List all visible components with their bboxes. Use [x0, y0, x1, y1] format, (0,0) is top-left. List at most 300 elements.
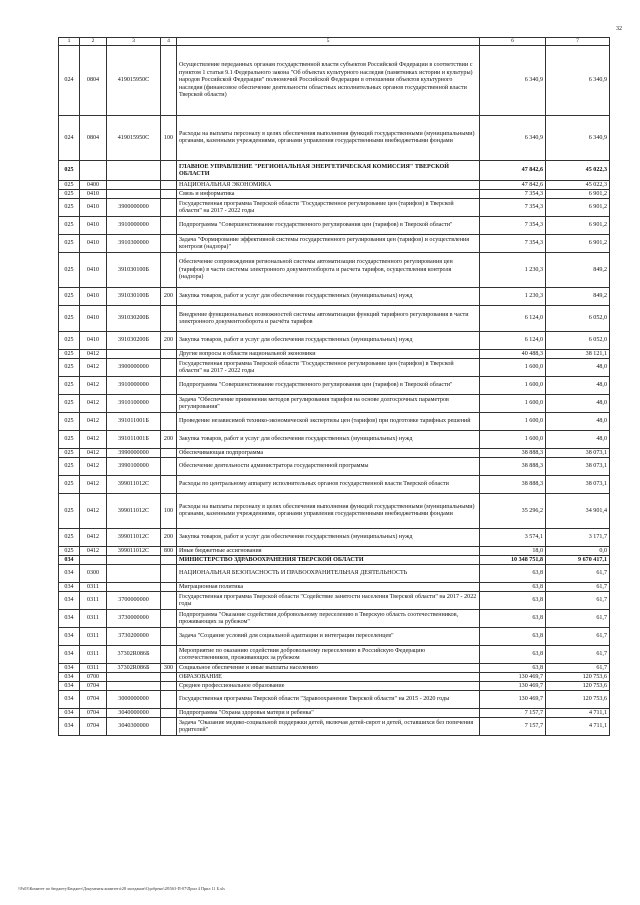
section-code-cell: 0410	[80, 288, 107, 306]
amount-2019-cell: 38 888,3	[480, 458, 546, 476]
gov-code-cell: 034	[59, 682, 80, 691]
table-row	[59, 529, 610, 547]
amount-2020-cell: 48,0	[546, 359, 610, 377]
amount-2020-cell: 61,7	[546, 646, 610, 664]
gov-code-cell: 025	[59, 181, 80, 190]
amount-2020-cell: 38 073,1	[546, 449, 610, 458]
table-row	[59, 610, 610, 628]
description-cell: НАЦИОНАЛЬНАЯ ЭКОНОМИКА	[177, 181, 480, 190]
amount-2020-cell: 6 901,2	[546, 235, 610, 253]
section-code-cell: 0311	[80, 628, 107, 646]
table-row	[59, 583, 610, 592]
amount-2020-cell: 6 052,0	[546, 306, 610, 332]
target-item-code-cell: 37302R086Б	[107, 664, 161, 673]
section-code-cell: 0412	[80, 377, 107, 395]
target-item-code-cell: 3730000000	[107, 610, 161, 628]
gov-code-cell: 025	[59, 377, 80, 395]
description-cell: Расходы по центральному аппарату исполнительных органов государственной власти Тверской области	[177, 476, 480, 494]
expense-type-code-cell	[161, 395, 177, 413]
section-code-cell: 0311	[80, 583, 107, 592]
amount-2020-cell: 48,0	[546, 395, 610, 413]
target-item-code-cell: 37302R086Б	[107, 646, 161, 664]
description-cell: Проведение независимой технико-экономической экспертизы цен (тарифов) при подготовке тарифных решений	[177, 413, 480, 431]
description-cell: Закупка товаров, работ и услуг для обеспечения государственных (муниципальных) нужд	[177, 431, 480, 449]
gov-code-cell: 025	[59, 476, 80, 494]
table-row	[59, 718, 610, 736]
section-code-cell: 0300	[80, 565, 107, 583]
gov-code-cell: 034	[59, 628, 80, 646]
target-item-code-cell: 391030200Б	[107, 306, 161, 332]
amount-2019-cell: 6 124,0	[480, 332, 546, 350]
amount-2019-cell: 1 230,3	[480, 288, 546, 306]
table-row	[59, 116, 610, 161]
amount-2020-cell: 45 022,3	[546, 181, 610, 190]
description-cell: ГЛАВНОЕ УПРАВЛЕНИЕ "РЕГИОНАЛЬНАЯ ЭНЕРГЕТИЧЕСКАЯ КОМИССИЯ" ТВЕРСКОЙ ОБЛАСТИ	[177, 161, 480, 181]
expense-type-code-cell: 800	[161, 547, 177, 556]
expense-type-code-cell	[161, 199, 177, 217]
target-item-code-cell: 3900000000	[107, 199, 161, 217]
table-row	[59, 395, 610, 413]
expense-type-code-cell	[161, 646, 177, 664]
description-cell: Расходы на выплаты персоналу в целях обеспечения выполнения функций государственными (муниципальными) органами, казенными учреждениями, органами управления государственными внебюджетными фондами	[177, 494, 480, 529]
expense-type-code-cell	[161, 413, 177, 431]
expense-type-code-cell	[161, 190, 177, 199]
target-item-code-cell	[107, 583, 161, 592]
description-cell: Государственная программа Тверской области "Государственное регулирование цен (тарифов) в Тверской области" на 2017 - 2022 годы	[177, 199, 480, 217]
description-cell: Среднее профессиональное образование	[177, 682, 480, 691]
section-code-cell: 0412	[80, 350, 107, 359]
amount-2020-cell: 38 073,1	[546, 458, 610, 476]
table-row	[59, 332, 610, 350]
description-cell: Закупка товаров, работ и услуг для обеспечения государственных (муниципальных) нужд	[177, 332, 480, 350]
table-row	[59, 413, 610, 431]
description-cell: Обеспечение деятельности администратора государственной программы	[177, 458, 480, 476]
target-item-code-cell: 399011012С	[107, 529, 161, 547]
section-code-cell: 0412	[80, 476, 107, 494]
target-item-code-cell: 3910000000	[107, 377, 161, 395]
description-cell: Миграционная политика	[177, 583, 480, 592]
amount-2019-cell: 47 842,6	[480, 161, 546, 181]
target-item-code-cell	[107, 565, 161, 583]
target-item-code-cell	[107, 682, 161, 691]
amount-2020-cell: 0,0	[546, 547, 610, 556]
table-row	[59, 306, 610, 332]
section-code-cell: 0311	[80, 610, 107, 628]
amount-2019-cell: 63,8	[480, 592, 546, 610]
expense-type-code-cell	[161, 682, 177, 691]
section-code-cell: 0804	[80, 46, 107, 116]
table-row	[59, 547, 610, 556]
footer-file-path: \\Fs03\Комитет по бюджету\Бюджет\Документы комитета\28 заседание\Одобрено\28\563-П-07\Прил 4 Прил 11 Б.xls	[18, 886, 225, 891]
amount-2019-cell: 63,8	[480, 628, 546, 646]
table-row	[59, 646, 610, 664]
section-code-cell: 0410	[80, 235, 107, 253]
amount-2019-cell: 130 469,7	[480, 691, 546, 709]
gov-code-cell: 034	[59, 718, 80, 736]
amount-2020-cell: 61,7	[546, 583, 610, 592]
expense-type-code-cell: 300	[161, 664, 177, 673]
expense-type-code-cell	[161, 691, 177, 709]
description-cell: Другие вопросы в области национальной экономики	[177, 350, 480, 359]
amount-2019-cell: 1 600,0	[480, 359, 546, 377]
amount-2020-cell: 6 901,2	[546, 217, 610, 235]
table-row	[59, 592, 610, 610]
gov-code-cell: 034	[59, 583, 80, 592]
target-item-code-cell: 391030100Б	[107, 253, 161, 288]
target-item-code-cell: 391030200Б	[107, 332, 161, 350]
amount-2020-cell: 48,0	[546, 377, 610, 395]
column-header: 1	[59, 38, 80, 46]
target-item-code-cell: 399011012С	[107, 494, 161, 529]
amount-2020-cell: 9 670 417,1	[546, 556, 610, 565]
section-code-cell: 0704	[80, 718, 107, 736]
expense-type-code-cell	[161, 306, 177, 332]
section-code-cell	[80, 161, 107, 181]
description-cell: Закупка товаров, работ и услуг для обеспечения государственных (муниципальных) нужд	[177, 288, 480, 306]
description-cell: Подпрограмма "Оказание содействия добровольному переселению в Тверскую область соотечественников, проживающих за рубежом"	[177, 610, 480, 628]
section-code-cell: 0412	[80, 494, 107, 529]
section-code-cell: 0410	[80, 253, 107, 288]
description-cell: Обеспечивающая подпрограмма	[177, 449, 480, 458]
table-row	[59, 664, 610, 673]
target-item-code-cell: 3910000000	[107, 217, 161, 235]
table-row	[59, 458, 610, 476]
gov-code-cell: 034	[59, 673, 80, 682]
expense-type-code-cell	[161, 628, 177, 646]
description-cell: Задача "Формирование эффективной системы государственного регулирования цен (тарифов) и осуществления контроля (надзора)"	[177, 235, 480, 253]
amount-2019-cell: 6 340,9	[480, 116, 546, 161]
section-code-cell	[80, 556, 107, 565]
amount-2019-cell: 6 340,9	[480, 46, 546, 116]
target-item-code-cell: 419015950С	[107, 46, 161, 116]
amount-2019-cell: 47 842,6	[480, 181, 546, 190]
expense-type-code-cell	[161, 583, 177, 592]
amount-2019-cell: 63,8	[480, 565, 546, 583]
section-code-cell: 0311	[80, 664, 107, 673]
expense-type-code-cell	[161, 449, 177, 458]
expense-type-code-cell	[161, 253, 177, 288]
gov-code-cell: 025	[59, 359, 80, 377]
gov-code-cell: 034	[59, 691, 80, 709]
expense-type-code-cell	[161, 709, 177, 718]
table-row	[59, 359, 610, 377]
target-item-code-cell	[107, 181, 161, 190]
description-cell: Государственная программа Тверской области "Здравоохранение Тверской области" на 2015 - 2020 годы	[177, 691, 480, 709]
gov-code-cell: 025	[59, 449, 80, 458]
description-cell: Связь и информатика	[177, 190, 480, 199]
description-cell: Задача "Обеспечение применения методов регулирования тарифов на основе долгосрочных параметров регулирования"	[177, 395, 480, 413]
column-header: 5	[177, 38, 480, 46]
section-code-cell: 0704	[80, 682, 107, 691]
amount-2020-cell: 6 901,2	[546, 190, 610, 199]
amount-2019-cell: 38 888,3	[480, 449, 546, 458]
section-code-cell: 0410	[80, 217, 107, 235]
target-item-code-cell	[107, 161, 161, 181]
table-row	[59, 691, 610, 709]
description-cell: ОБРАЗОВАНИЕ	[177, 673, 480, 682]
gov-code-cell: 024	[59, 116, 80, 161]
target-item-code-cell: 391011001Б	[107, 431, 161, 449]
expense-type-code-cell	[161, 350, 177, 359]
target-item-code-cell: 419015950С	[107, 116, 161, 161]
amount-2020-cell: 48,0	[546, 413, 610, 431]
target-item-code-cell: 3990000000	[107, 449, 161, 458]
amount-2020-cell: 61,7	[546, 610, 610, 628]
amount-2020-cell: 45 022,3	[546, 161, 610, 181]
gov-code-cell: 025	[59, 350, 80, 359]
table-row	[59, 350, 610, 359]
amount-2020-cell: 61,7	[546, 664, 610, 673]
description-cell: Закупка товаров, работ и услуг для обеспечения государственных (муниципальных) нужд	[177, 529, 480, 547]
target-item-code-cell	[107, 673, 161, 682]
table-row	[59, 494, 610, 529]
amount-2019-cell: 1 600,0	[480, 377, 546, 395]
amount-2020-cell: 38 073,1	[546, 476, 610, 494]
gov-code-cell: 025	[59, 413, 80, 431]
expense-type-code-cell: 200	[161, 529, 177, 547]
description-cell: НАЦИОНАЛЬНАЯ БЕЗОПАСНОСТЬ И ПРАВООХРАНИТЕЛЬНАЯ ДЕЯТЕЛЬНОСТЬ	[177, 565, 480, 583]
gov-code-cell: 025	[59, 161, 80, 181]
table-row	[59, 46, 610, 116]
column-header: 6	[480, 38, 546, 46]
description-cell: Обеспечение сопровождения региональной системы автоматизации государственного регулирования цен (тарифов) в части системы электронного документооборота и расчета тарифов, осуществления контроля (надзора)	[177, 253, 480, 288]
expense-type-code-cell	[161, 46, 177, 116]
gov-code-cell: 034	[59, 565, 80, 583]
target-item-code-cell: 399011012С	[107, 476, 161, 494]
expense-type-code-cell	[161, 359, 177, 377]
description-cell: Подпрограмма "Охрана здоровья матери и ребенка"	[177, 709, 480, 718]
amount-2019-cell: 7 354,3	[480, 217, 546, 235]
amount-2019-cell: 3 574,1	[480, 529, 546, 547]
section-code-cell: 0704	[80, 691, 107, 709]
table-row	[59, 682, 610, 691]
expense-type-code-cell	[161, 718, 177, 736]
table-row	[59, 190, 610, 199]
gov-code-cell: 025	[59, 190, 80, 199]
target-item-code-cell: 391030100Б	[107, 288, 161, 306]
amount-2020-cell: 6 340,9	[546, 116, 610, 161]
expense-type-code-cell	[161, 476, 177, 494]
amount-2019-cell: 63,8	[480, 646, 546, 664]
target-item-code-cell: 3000000000	[107, 691, 161, 709]
amount-2019-cell: 18,0	[480, 547, 546, 556]
target-item-code-cell: 399011012С	[107, 547, 161, 556]
target-item-code-cell: 3910100000	[107, 395, 161, 413]
expense-type-code-cell	[161, 161, 177, 181]
column-header: 2	[80, 38, 107, 46]
column-header: 3	[107, 38, 161, 46]
amount-2020-cell: 120 753,6	[546, 673, 610, 682]
table-row	[59, 476, 610, 494]
table-row	[59, 673, 610, 682]
amount-2020-cell: 6 340,9	[546, 46, 610, 116]
table-row	[59, 431, 610, 449]
expense-type-code-cell: 200	[161, 332, 177, 350]
expense-type-code-cell: 100	[161, 494, 177, 529]
amount-2020-cell: 61,7	[546, 565, 610, 583]
amount-2019-cell: 63,8	[480, 610, 546, 628]
description-cell: МИНИСТЕРСТВО ЗДРАВООХРАНЕНИЯ ТВЕРСКОЙ ОБЛАСТИ	[177, 556, 480, 565]
gov-code-cell: 025	[59, 235, 80, 253]
target-item-code-cell: 3990100000	[107, 458, 161, 476]
gov-code-cell: 025	[59, 431, 80, 449]
section-code-cell: 0311	[80, 592, 107, 610]
expense-type-code-cell: 200	[161, 288, 177, 306]
table-row	[59, 449, 610, 458]
table-row	[59, 288, 610, 306]
amount-2020-cell: 6 052,0	[546, 332, 610, 350]
target-item-code-cell: 3730200000	[107, 628, 161, 646]
amount-2019-cell: 7 354,3	[480, 235, 546, 253]
expense-type-code-cell	[161, 217, 177, 235]
amount-2019-cell: 7 354,3	[480, 199, 546, 217]
expense-type-code-cell	[161, 565, 177, 583]
description-cell: Мероприятие по оказанию содействия добровольному переселению в Российскую Федерацию соотечественников, проживающих за рубежом	[177, 646, 480, 664]
amount-2020-cell: 4 711,1	[546, 718, 610, 736]
description-cell: Задача "Создание условий для социальной адаптации и интеграции переселенцев"	[177, 628, 480, 646]
description-cell: Государственная программа Тверской области "Содействие занятости населения Тверской области" на 2017 - 2022 годы	[177, 592, 480, 610]
amount-2020-cell: 120 753,6	[546, 691, 610, 709]
target-item-code-cell: 391011001Б	[107, 413, 161, 431]
table-row	[59, 377, 610, 395]
section-code-cell: 0410	[80, 190, 107, 199]
description-cell: Государственная программа Тверской области "Государственное регулирование цен (тарифов) в Тверской области" на 2017 - 2022 годы	[177, 359, 480, 377]
section-code-cell: 0412	[80, 395, 107, 413]
budget-table	[58, 37, 610, 736]
target-item-code-cell: 3040000000	[107, 709, 161, 718]
section-code-cell: 0412	[80, 431, 107, 449]
expense-type-code-cell	[161, 556, 177, 565]
section-code-cell: 0412	[80, 458, 107, 476]
gov-code-cell: 025	[59, 547, 80, 556]
gov-code-cell: 025	[59, 494, 80, 529]
target-item-code-cell: 3700000000	[107, 592, 161, 610]
section-code-cell: 0412	[80, 413, 107, 431]
table-row	[59, 709, 610, 718]
description-cell: Внедрение функциональных возможностей системы автоматизации функций тарифного регулирования в части электронного документооборота и расчёта тарифов	[177, 306, 480, 332]
amount-2019-cell: 7 354,3	[480, 190, 546, 199]
amount-2020-cell: 61,7	[546, 592, 610, 610]
table-row	[59, 556, 610, 565]
amount-2019-cell: 7 157,7	[480, 709, 546, 718]
amount-2020-cell: 3 171,7	[546, 529, 610, 547]
gov-code-cell: 025	[59, 288, 80, 306]
table-row	[59, 199, 610, 217]
table-row	[59, 181, 610, 190]
section-code-cell: 0412	[80, 547, 107, 556]
table-row	[59, 161, 610, 181]
gov-code-cell: 034	[59, 709, 80, 718]
amount-2020-cell: 34 901,4	[546, 494, 610, 529]
section-code-cell: 0410	[80, 332, 107, 350]
description-cell: Осуществление переданных органам государственной власти субъектов Российской Федерации в соответствии с пунктом 1 статьи 9.1 Федерального закона "Об объектах культурного наследия (памятниках истории и культуры) народов Российской Федерации" полномочий Российской Федерации в отношении объектов культурного наследия (финансовое обеспечение деятельности областных исполнительных органов государственной власти Тверской области)	[177, 46, 480, 116]
gov-code-cell: 025	[59, 217, 80, 235]
expense-type-code-cell	[161, 235, 177, 253]
amount-2020-cell: 849,2	[546, 253, 610, 288]
expense-type-code-cell	[161, 181, 177, 190]
expense-type-code-cell	[161, 377, 177, 395]
gov-code-cell: 034	[59, 664, 80, 673]
amount-2020-cell: 38 121,1	[546, 350, 610, 359]
expense-type-code-cell	[161, 673, 177, 682]
table-row	[59, 565, 610, 583]
target-item-code-cell: 3910300000	[107, 235, 161, 253]
gov-code-cell: 025	[59, 253, 80, 288]
expense-type-code-cell: 100	[161, 116, 177, 161]
description-cell: Иные бюджетные ассигнования	[177, 547, 480, 556]
target-item-code-cell: 3900000000	[107, 359, 161, 377]
amount-2020-cell: 849,2	[546, 288, 610, 306]
section-code-cell: 0311	[80, 646, 107, 664]
section-code-cell: 0412	[80, 449, 107, 458]
gov-code-cell: 025	[59, 332, 80, 350]
amount-2020-cell: 6 901,2	[546, 199, 610, 217]
expense-type-code-cell	[161, 458, 177, 476]
amount-2019-cell: 10 348 751,8	[480, 556, 546, 565]
gov-code-cell: 025	[59, 458, 80, 476]
gov-code-cell: 025	[59, 306, 80, 332]
section-code-cell: 0704	[80, 709, 107, 718]
amount-2019-cell: 1 600,0	[480, 413, 546, 431]
amount-2019-cell: 6 124,0	[480, 306, 546, 332]
description-cell: Социальное обеспечение и иные выплаты населению	[177, 664, 480, 673]
target-item-code-cell	[107, 190, 161, 199]
amount-2019-cell: 1 600,0	[480, 431, 546, 449]
amount-2019-cell: 63,8	[480, 664, 546, 673]
section-code-cell: 0410	[80, 199, 107, 217]
table-row	[59, 217, 610, 235]
target-item-code-cell	[107, 556, 161, 565]
amount-2020-cell: 120 753,6	[546, 682, 610, 691]
gov-code-cell: 034	[59, 592, 80, 610]
table-row	[59, 235, 610, 253]
page-number: 32	[616, 26, 622, 32]
description-cell: Расходы на выплаты персоналу в целях обеспечения выполнения функций государственными (муниципальными) органами, казенными учреждениями, органами управления государственными внебюджетными фондами	[177, 116, 480, 161]
target-item-code-cell	[107, 350, 161, 359]
description-cell: Подпрограмма "Совершенствование государственного регулирования цен (тарифов) в Тверской области"	[177, 217, 480, 235]
description-cell: Задача "Оказание медико-социальной поддержки детей, включая детей-сирот и детей, оставшихся без попечения родителей"	[177, 718, 480, 736]
expense-type-code-cell	[161, 610, 177, 628]
section-code-cell: 0804	[80, 116, 107, 161]
description-cell: Подпрограмма "Совершенствование государственного регулирования цен (тарифов) в Тверской области"	[177, 377, 480, 395]
section-code-cell: 0412	[80, 359, 107, 377]
amount-2020-cell: 4 711,1	[546, 709, 610, 718]
gov-code-cell: 034	[59, 556, 80, 565]
amount-2019-cell: 1 600,0	[480, 395, 546, 413]
section-code-cell: 0700	[80, 673, 107, 682]
section-code-cell: 0400	[80, 181, 107, 190]
gov-code-cell: 034	[59, 610, 80, 628]
column-header: 7	[546, 38, 610, 46]
amount-2019-cell: 38 888,3	[480, 476, 546, 494]
expense-type-code-cell: 200	[161, 431, 177, 449]
amount-2019-cell: 7 157,7	[480, 718, 546, 736]
gov-code-cell: 034	[59, 646, 80, 664]
target-item-code-cell: 3040300000	[107, 718, 161, 736]
amount-2020-cell: 61,7	[546, 628, 610, 646]
amount-2019-cell: 130 469,7	[480, 682, 546, 691]
column-number-row	[59, 38, 610, 46]
column-header: 4	[161, 38, 177, 46]
table-row	[59, 628, 610, 646]
gov-code-cell: 025	[59, 529, 80, 547]
amount-2019-cell: 35 296,2	[480, 494, 546, 529]
section-code-cell: 0410	[80, 306, 107, 332]
gov-code-cell: 025	[59, 395, 80, 413]
section-code-cell: 0412	[80, 529, 107, 547]
amount-2019-cell: 130 469,7	[480, 673, 546, 682]
expense-type-code-cell	[161, 592, 177, 610]
